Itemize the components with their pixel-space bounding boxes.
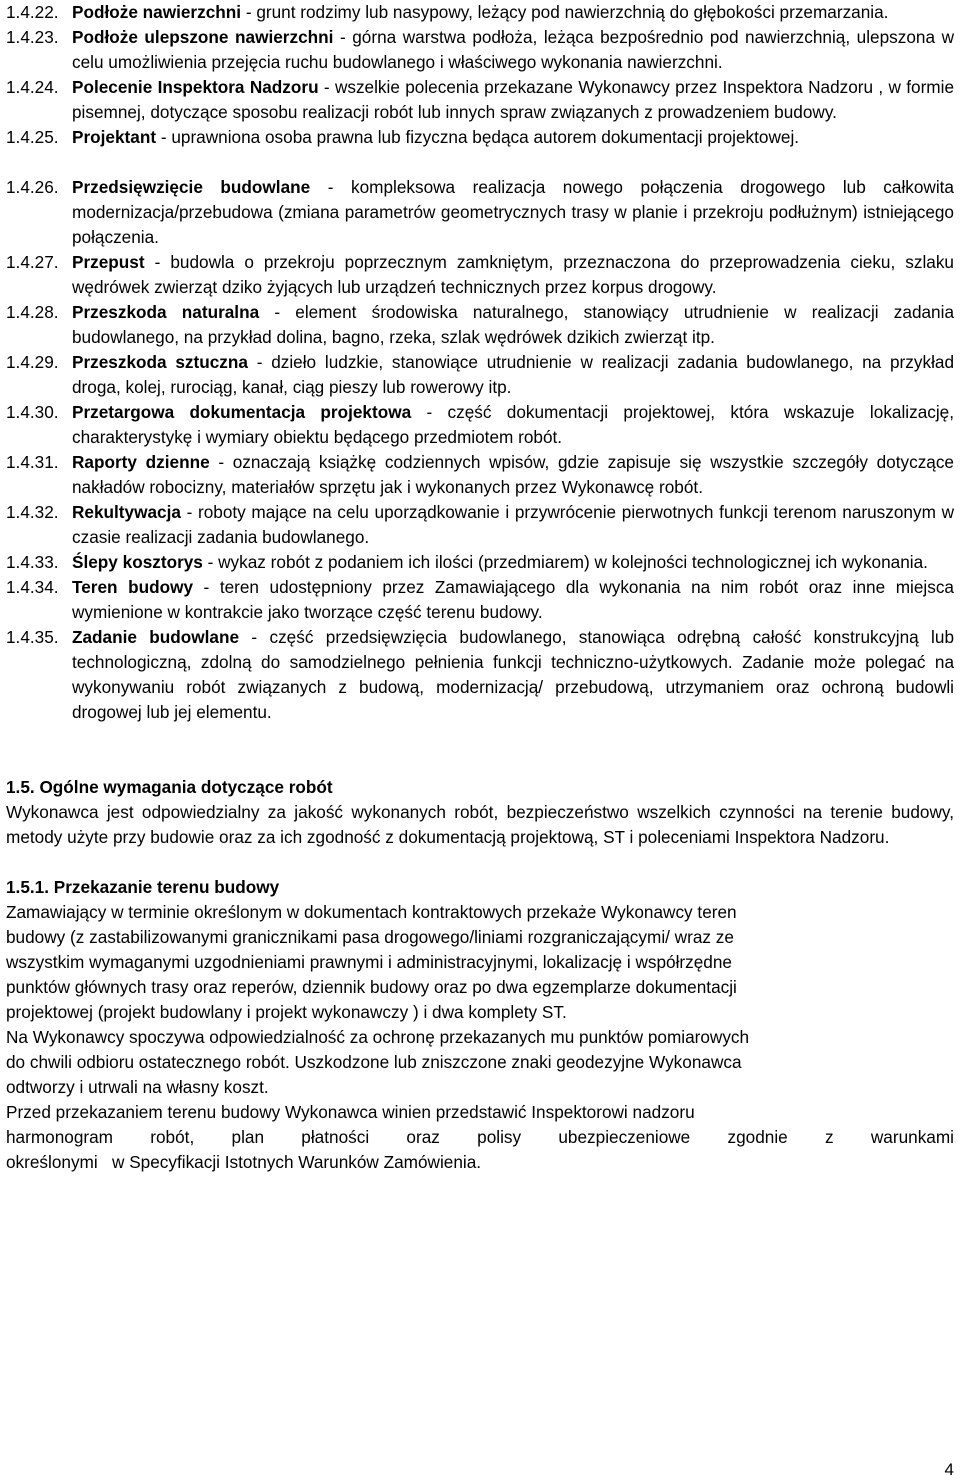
- definition-term: Teren budowy: [72, 577, 193, 597]
- definition-item: [6, 125, 954, 150]
- definition-number: 1.4.35.: [6, 627, 59, 647]
- definition-term: Projektant: [72, 127, 157, 147]
- definition-term: Rekultywacja: [72, 502, 181, 522]
- definition-text: - kompleksowa realizacja nowego połączenia drogowego lub całkowita modernizacja/przebudowa (zmiana parametrów geometrycznych trasy w planie i przekroju podłużnym) istniejącego połączenia.: [72, 177, 954, 247]
- section-general-requirements: [6, 775, 954, 850]
- definition-item: [6, 625, 954, 725]
- definition-item: [6, 400, 954, 450]
- definition-term: Podłoże ulepszone nawierzchni: [72, 27, 334, 47]
- section-site-handover: [6, 875, 954, 1175]
- definition-item: [6, 75, 954, 125]
- definition-term: Przeszkoda naturalna: [72, 302, 260, 322]
- definition-text: - część dokumentacji projektowej, która wskazuje lokalizację, charakterystykę i wymiary obiektu będącego przedmiotem robót.: [72, 402, 955, 447]
- definition-number: 1.4.23.: [6, 27, 59, 47]
- section-heading: 1.5. Ogólne wymagania dotyczące robót: [6, 777, 333, 797]
- definition-item: [6, 350, 954, 400]
- definition-item: [6, 575, 954, 625]
- definition-number: 1.4.31.: [6, 452, 59, 472]
- text-line: projektowej (projekt budowlany i projekt wykonawczy ) i dwa komplety ST.: [6, 1002, 567, 1022]
- definition-text: - wykaz robót z podaniem ich ilości (przedmiarem) w kolejności technologicznej ich wykonania.: [202, 552, 928, 572]
- definition-term: Raporty dzienne: [72, 452, 210, 472]
- text-line: harmonogram robót, plan płatności oraz polisy ubezpieczeniowe zgodnie z warunkami: [6, 1127, 954, 1147]
- definition-item: [6, 500, 954, 550]
- definition-text: - górna warstwa podłoża, leżąca bezpośrednio pod nawierzchnią, ulepszona w celu umożliwienia przejęcia ruchu budowlanego i właściwego wykonania nawierzchni.: [72, 27, 954, 72]
- definition-item: [6, 175, 954, 250]
- definition-number: 1.4.27.: [6, 252, 59, 272]
- definition-item: [6, 0, 954, 25]
- paragraph-handover: [6, 900, 954, 1025]
- definition-item: [6, 250, 954, 300]
- definition-number: 1.4.30.: [6, 402, 59, 422]
- definition-number: 1.4.25.: [6, 127, 59, 147]
- definition-number: 1.4.32.: [6, 502, 59, 522]
- definition-number: 1.4.24.: [6, 77, 59, 97]
- section-paragraph: Wykonawca jest odpowiedzialny za jakość wykonanych robót, bezpieczeństwo wszelkich czynności na terenie budowy, metody użyte przy budowie oraz za ich zgodność z dokumentacją projektową, ST i poleceniami Inspektora Nadzoru.: [6, 802, 954, 847]
- definition-item: [6, 25, 954, 75]
- definition-text: - dzieło ludzkie, stanowiące utrudnienie w realizacji zadania budowlanego, na przykład droga, kolej, rurociąg, kanał, ciąg pieszy lub rowerowy itp.: [72, 352, 954, 397]
- definition-term: Przeszkoda sztuczna: [72, 352, 248, 372]
- text-line: wszystkim wymaganymi uzgodnieniami prawnymi i administracyjnymi, lokalizację i współrzędne: [6, 952, 732, 972]
- definition-text: - oznaczają książkę codziennych wpisów, gdzie zapisuje się wszystkie szczegóły dotyczące nakładów robocizny, materiałów sprzętu jak i wykonanych przez Wykonawcę robót.: [72, 452, 954, 497]
- definition-text: - grunt rodzimy lub nasypowy, leżący pod nawierzchnią do głębokości przemarzania.: [241, 2, 889, 22]
- text-line: do chwili odbioru ostatecznego robót. Uszkodzone lub zniszczone znaki geodezyjne Wykonawca: [6, 1052, 742, 1072]
- text-line: odtworzy i utrwali na własny koszt.: [6, 1077, 269, 1097]
- definition-term: Podłoże nawierzchni: [72, 2, 242, 22]
- paragraph-responsibility: [6, 1025, 954, 1100]
- definition-term: Przedsięwzięcie budowlane: [72, 177, 311, 197]
- paragraph-schedule: [6, 1100, 954, 1175]
- definition-term: Ślepy kosztorys: [72, 552, 203, 572]
- definition-text: - uprawniona osoba prawna lub fizyczna będąca autorem dokumentacji projektowej.: [156, 127, 800, 147]
- definition-text: - teren udostępniony przez Zamawiającego dla wykonania na nim robót oraz inne miejsca wymienione w kontrakcie jako tworzące część terenu budowy.: [72, 577, 954, 622]
- definition-number: 1.4.33.: [6, 552, 59, 572]
- section-heading: 1.5.1. Przekazanie terenu budowy: [6, 877, 280, 897]
- definitions-list: [6, 0, 954, 725]
- text-line: określonymi w Specyfikacji Istotnych Warunków Zamówienia.: [6, 1152, 482, 1172]
- definition-text: - element środowiska naturalnego, stanowiący utrudnienie w realizacji zadania budowlanego, na przykład dolina, bagno, rzeka, szlak wędrówek dzikich zwierząt itp.: [72, 302, 954, 347]
- definition-item: [6, 550, 954, 575]
- definition-number: 1.4.28.: [6, 302, 59, 322]
- definition-term: Przetargowa dokumentacja projektowa: [72, 402, 412, 422]
- definition-term: Zadanie budowlane: [72, 627, 240, 647]
- definition-number: 1.4.34.: [6, 577, 59, 597]
- definition-text: - wszelkie polecenia przekazane Wykonawcy przez Inspektora Nadzoru , w formie pisemnej, dotyczące sposobu realizacji robót lub innych spraw związanych z prowadzeniem budowy.: [72, 77, 954, 122]
- text-line: punktów głównych trasy oraz reperów, dziennik budowy oraz po dwa egzemplarze dokumentacji: [6, 977, 737, 997]
- definition-number: 1.4.22.: [6, 2, 59, 22]
- definition-text: - część przedsięwzięcia budowlanego, stanowiąca odrębną całość konstrukcyjną lub technologiczną, zdolną do samodzielnego pełnienia funkcji techniczno-użytkowych. Zadanie może polegać na wykonywaniu robót związanych z budową, modernizacją/ przebudową, utrzymaniem oraz ochroną budowli drogowej lub jej elementu.: [72, 627, 954, 722]
- definition-term: Polecenie Inspektora Nadzoru: [72, 77, 319, 97]
- text-line: Przed przekazaniem terenu budowy Wykonawca winien przedstawić Inspektorowi nadzoru: [6, 1102, 695, 1122]
- text-line: Na Wykonawcy spoczywa odpowiedzialność za ochronę przekazanych mu punktów pomiarowych: [6, 1027, 750, 1047]
- text-line: budowy (z zastabilizowanymi granicznikami pasa drogowego/liniami rozgraniczającymi/ wraz ze: [6, 927, 734, 947]
- definition-number: 1.4.26.: [6, 177, 59, 197]
- definition-item: [6, 300, 954, 350]
- text-line: Zamawiający w terminie określonym w dokumentach kontraktowych przekaże Wykonawcy teren: [6, 902, 737, 922]
- definition-term: Przepust: [72, 252, 145, 272]
- definition-number: 1.4.29.: [6, 352, 59, 372]
- definition-item: [6, 450, 954, 500]
- page-number: 4: [944, 1460, 954, 1479]
- definition-text: - budowla o przekroju poprzecznym zamkniętym, przeznaczona do przeprowadzenia cieku, szlaku wędrówek zwierząt dziko żyjących lub urządzeń technicznych przez korpus drogowy.: [72, 252, 954, 297]
- definition-text: - roboty mające na celu uporządkowanie i przywrócenie pierwotnych funkcji terenom naruszonym w czasie realizacji zadania budowlanego.: [72, 502, 954, 547]
